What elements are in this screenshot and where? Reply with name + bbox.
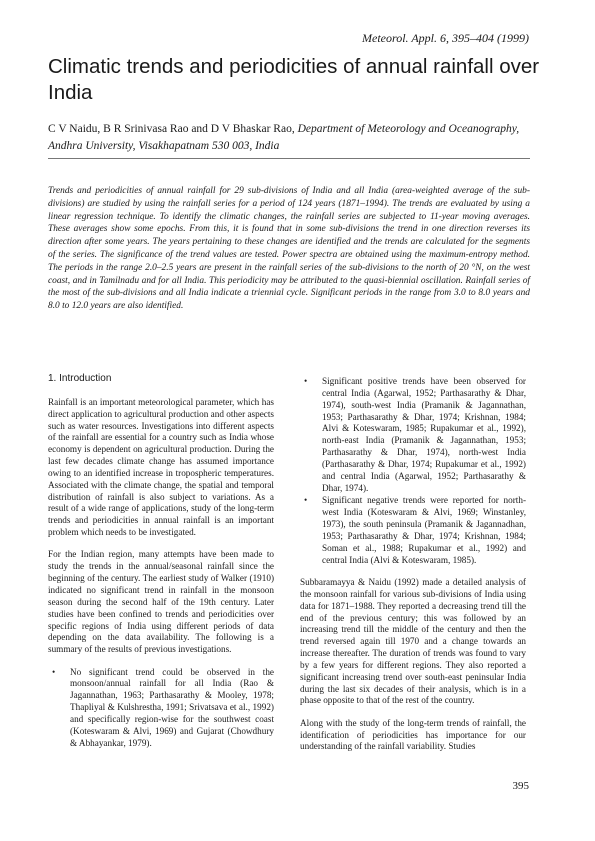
bullet-list	[300, 376, 526, 567]
author-affiliation: Department of Meteorology and Oceanography, Andhra University, Visakhapatnam 530 003, India	[48, 123, 520, 152]
left-column	[48, 373, 274, 760]
abstract: Trends and periodicities of annual rainfall for 29 sub-divisions of India and all India (area-weighted average of the sub-divisions) are studied by using the rainfall series for a period of 124 years (1871–1994). The trends are evaluated by using a linear regression technique. To identify the climatic changes, the rainfall series are subjected to 11-year moving averages. These averages show some epochs. From this, it is found that in some sub-divisions the trend in one direction reverses its direction after some years. The years pertaining to these changes are identified and the trends are calculated for the segments of the series. The significance of the trend values are tested. Power spectra are obtained using the maximum-entropy method. The periods in the range 2.0–2.5 years are present in the rainfall series of the sub-divisions to the north of 20 °N, on the west coast, and in Tamilnadu and for all India. This periodicity may be attributed to the quasi-biennial oscillation. Rainfall series of the most of the sub-divisions and all India indicate a triennial cycle. Significant periods in the range from 3.0 to 8.0 years and 8.0 to 12.0 years are also identified.	[48, 186, 530, 312]
header-rule	[48, 158, 530, 159]
author-names: C V Naidu, B R Srinivasa Rao and D V Bhaskar Rao,	[48, 123, 295, 135]
bullet-list	[48, 667, 274, 750]
paragraph: Rainfall is an important meteorological parameter, which has direct application to agricultural production and other aspects such as water resources. Investigations into different aspects of the rainfall are essential for a country such as India whose economy is dependent on agricultural production. During the last few decades climate change has assumed importance owing to an identified increase in tropospheric temperatures. Associated with the climate change, the spatial and temporal distribution of rainfall is also subject to variations. As a result of a wide range of applications, study of the long-term trends and periodicities in annual rainfall is an important problem which needs to be investigated.	[48, 396, 274, 538]
journal-reference: Meteorol. Appl. 6, 395–404 (1999)	[362, 31, 529, 45]
bullet-item: • Significant positive trends have been observed for central India (Agarwal, 1952; Parthasarathy & Dhar, 1974), south-west India (Pramanik & Jagannathan, 1953; Parthasarathy & Dhar, 1974; Krishnan, 1984; Alvi & Koteswaram, 1985; Rupakumar et al., 1992), north-east India (Pramanik & Jagannathan, 1953; Parthasarathy & Dhar, 1974), north-west India (Parthasarathy & Dhar, 1974; Rupakumar et al., 1992) and central India (Agarwal, 1952; Parthasarathy & Dhar, 1974).	[300, 376, 526, 494]
bullet-item: • No significant trend could be observed in the monsoon/annual rainfall for all India (Rao & Jagannathan, 1963; Parthasarathy & Mooley, 1978; Thapliyal & Kulshrestha, 1991; Srivatsava et al., 1992) and specifically region-wise for the southwest coast (Koteswaram & Alvi, 1969) and Gujarat (Chowdhury & Abhayankar, 1979).	[48, 667, 274, 750]
author-block	[48, 121, 548, 155]
paragraph: Along with the study of the long-term trends of rainfall, the identification of periodicities has importance for our understanding of the rainfall variability. Studies	[300, 717, 526, 752]
page-number: 395	[512, 780, 529, 792]
right-column	[300, 376, 526, 764]
bullet-item: • Significant negative trends were reported for north-west India (Koteswaram & Alvi, 1969; Winstanley, 1973), the south peninsula (Pramanik & Jagannadhan, 1953; Parthasarathy & Dhar, 1974; Krishnan, 1984; Soman et al., 1988; Rupakumar et al., 1992) and central India (Alvi & Koteswaram, 1985).	[300, 495, 526, 566]
paragraph: For the Indian region, many attempts have been made to study the trends in the annual/seasonal rainfall since the beginning of the century. The earliest study of Walker (1910) indicated no significant trend in rainfall in the monsoon season during the second half of the 19th century. Later studies have been confined to trends and periodicities over specific regions of India using different periods of data depending on the data availability. The following is a summary of the results of previous investigations.	[48, 549, 274, 655]
article-title: Climatic trends and periodicities of annual rainfall over India	[48, 55, 540, 104]
section-heading: 1. Introduction	[48, 373, 112, 384]
paragraph: Subbaramayya & Naidu (1992) made a detailed analysis of the monsoon rainfall for various sub-divisions of India using data for 1871–1988. They reported a decreasing trend till the end of the previous century; this was followed by an increasing trend till the middle of the century and then the trend reversed again till 1970 and a change towards an increase thereafter. The duration of trends was found to vary by a few years for different regions. They also reported a significant increasing trend over south-east peninsular India during the last six decades of their analysis, which is in a phase opposite to that of the rest of the country.	[300, 577, 526, 706]
